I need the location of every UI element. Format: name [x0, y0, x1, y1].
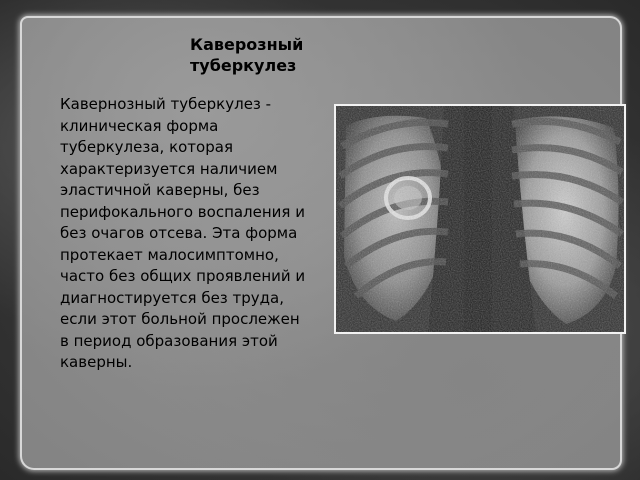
slide-body-text: Кавернозный туберкулез - клиническая форма туберкулеза, которая характеризуется наличием эластичной каверны, без перифокального воспаления и без очагов отсева. Эта форма протекает малосимптомно, часто без общих проявлений и диагностируется без труда, если этот больной прослежен в период образования этой каверны. — [60, 95, 306, 371]
slide-title: Каверозный туберкулез — [190, 35, 304, 75]
chest-xray-image — [334, 104, 626, 334]
